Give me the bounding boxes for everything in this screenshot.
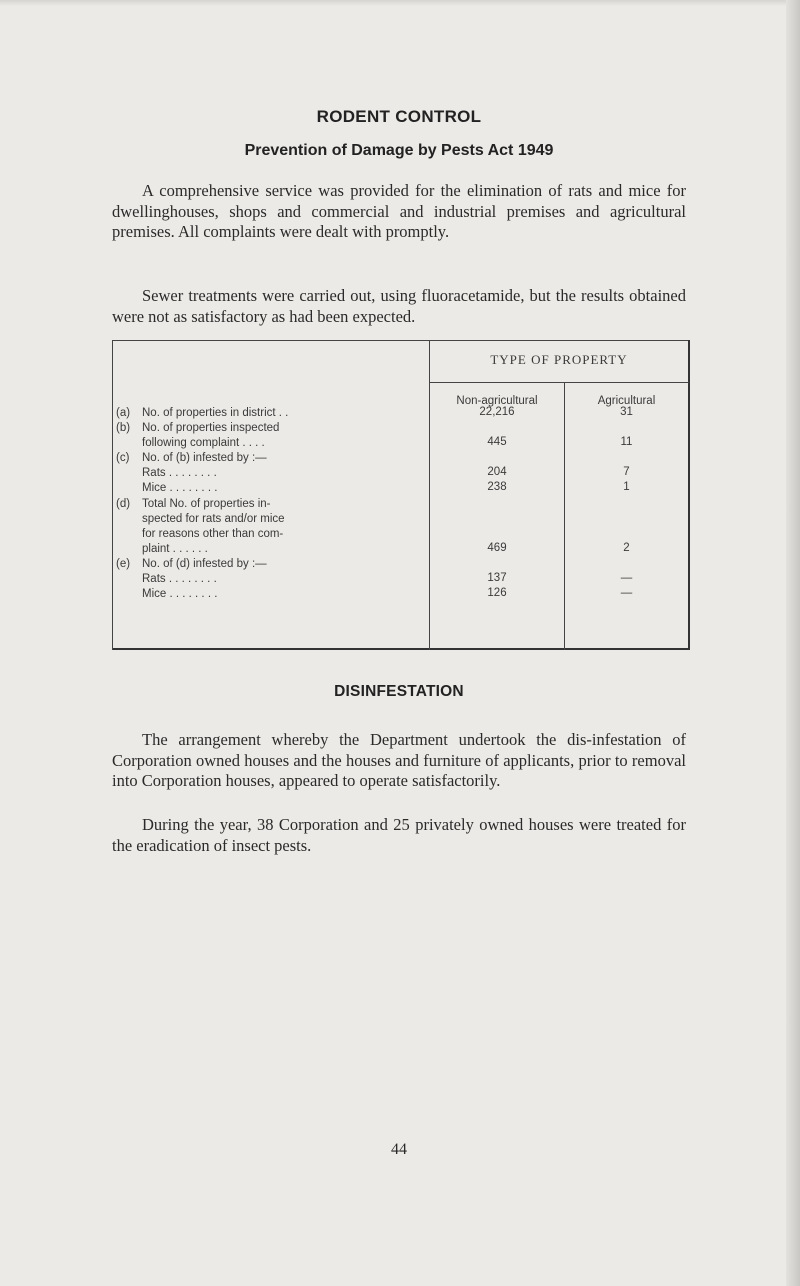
page-right-edge [786, 0, 800, 1286]
table-divider-columns [564, 382, 565, 650]
paragraph-service: A comprehensive service was provided for the elimination of rats and mice for dwellinghouses, shops and commercial and industrial premises and agricultural premises. All complaints were dealt with promptly. [112, 181, 686, 241]
table-row-label: (d) Total No. of properties in- [116, 498, 271, 510]
paragraph-sewer: Sewer treatments were carried out, using fluoracetamide, but the results obtained were not as satisfactory as had been expected. [112, 286, 686, 326]
table-cell-value: — [620, 572, 633, 584]
table-cell-value: 126 [487, 587, 507, 599]
table-row-label: (c) No. of (b) infested by :— [116, 452, 267, 464]
table-row-label: for reasons other than com- [142, 528, 284, 540]
page-number: 44 [391, 1141, 407, 1158]
table-cell-value: 204 [487, 466, 507, 478]
table-cell-value: 137 [487, 572, 507, 584]
table-cell-value: 445 [487, 436, 507, 448]
paragraph-houses-treated: During the year, 38 Corporation and 25 privately owned houses were treated for the eradication of insect pests. [112, 815, 686, 855]
table-row-label: spected for rats and/or mice [142, 513, 285, 525]
table-row-label: (e) No. of (d) infested by :— [116, 558, 267, 570]
table-row-label: (b) No. of properties inspected [116, 422, 280, 434]
table-right-rule [688, 340, 690, 650]
page-subtitle: Prevention of Damage by Pests Act 1949 [244, 142, 554, 159]
table-row-label: Rats . . . . . . . . [142, 573, 217, 585]
table-cell-value: 11 [620, 436, 633, 448]
table-cell-value: 238 [487, 481, 507, 493]
page-title: RODENT CONTROL [316, 107, 482, 126]
section-title-disinfestation: DISINFESTATION [334, 683, 464, 700]
col-header-agricultural: Agricultural [597, 395, 656, 407]
table-row-label: plaint . . . . . . [142, 543, 208, 555]
page-top-edge [0, 0, 800, 6]
table-row-label: Rats . . . . . . . . [142, 467, 217, 479]
table-cell-value: 31 [620, 406, 633, 418]
table-row-label: Mice . . . . . . . . [142, 482, 218, 494]
table-row-label: (a) No. of properties in district . . [116, 407, 289, 419]
table-bottom-rule [112, 648, 689, 650]
paragraph-arrangement: The arrangement whereby the Department undertook the dis-infestation of Corporation owned houses and the houses and furniture of applicants, prior to removal into Corporation houses, appeared to operate satisfactorily. [112, 730, 686, 790]
table-cell-value: — [620, 587, 633, 599]
table-header-rule [429, 382, 689, 383]
table-cell-value: 469 [487, 542, 507, 554]
property-table [112, 340, 689, 650]
table-top-rule [112, 340, 689, 341]
table-cell-value: 22,216 [479, 406, 515, 418]
table-cell-value: 1 [623, 481, 630, 493]
type-of-property-header: TYPE OF PROPERTY [490, 352, 628, 367]
col-header-non-agricultural: Non-agricultural [456, 395, 538, 407]
table-cell-value: 7 [623, 466, 630, 478]
table-left-rule [112, 340, 113, 650]
table-cell-value: 2 [623, 542, 630, 554]
table-row-label: following complaint . . . . [142, 437, 265, 449]
table-row-label: Mice . . . . . . . . [142, 588, 218, 600]
